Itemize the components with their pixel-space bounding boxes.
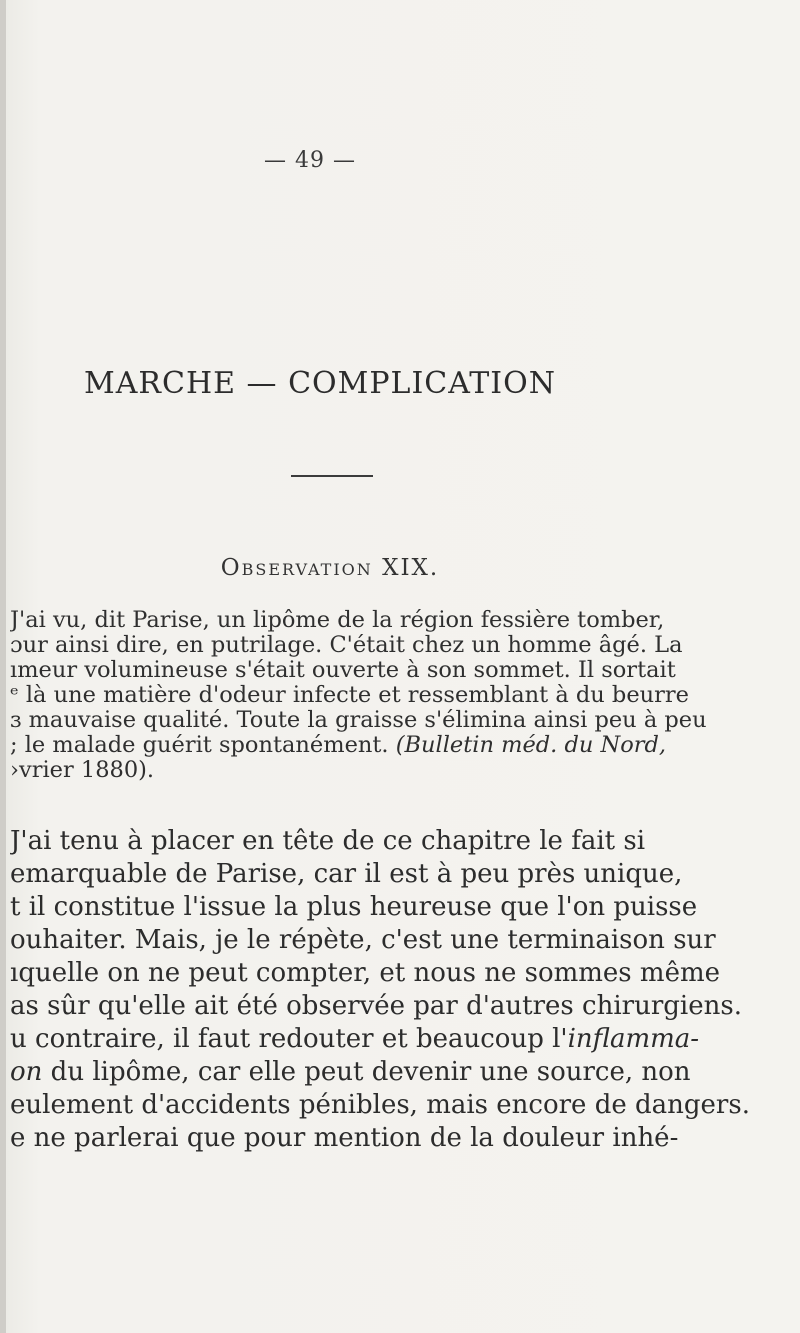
text-line-with-emphasis xyxy=(10,1056,800,1089)
observation-paragraph xyxy=(10,608,800,783)
citation: (Bulletin méd. du Nord, xyxy=(395,733,667,758)
text-line: emarquable de Parise, car il est à peu près unique, xyxy=(10,859,683,889)
text-line-with-emphasis xyxy=(10,1023,800,1056)
text-line: ıquelle on ne peut compter, et nous ne sommes même xyxy=(10,958,720,988)
text-line: as sûr qu'elle ait été observée par d'autres chirurgiens. xyxy=(10,991,742,1021)
text-line: ɔur ainsi dire, en putrilage. C'était chez un homme âgé. La xyxy=(10,633,683,658)
text-line: J'ai vu, dit Parise, un lipôme de la région fessière tomber, xyxy=(10,608,665,633)
text-fragment: du lipôme, car elle peut devenir une source, non xyxy=(42,1057,691,1087)
text-line: J'ai tenu à placer en tête de ce chapitre le fait si xyxy=(10,826,646,856)
text-line: ımeur volumineuse s'était ouverte à son sommet. Il sortait xyxy=(10,658,676,683)
observation-heading: Observation XIX. xyxy=(220,555,440,581)
emphasis: inflamma- xyxy=(567,1024,700,1054)
text-line: eulement d'accidents pénibles, mais encore de dangers. xyxy=(10,1090,750,1120)
text-line: ouhaiter. Mais, je le répète, c'est une terminaison sur xyxy=(10,925,716,955)
commentary-paragraph xyxy=(10,825,800,1155)
text-line: ɜ mauvaise qualité. Toute la graisse s'élimina ainsi peu à peu xyxy=(10,708,707,733)
text-line: e ne parlerai que pour mention de la douleur inhé- xyxy=(10,1123,679,1153)
page-number: — 49 — xyxy=(264,148,356,173)
emphasis: on xyxy=(10,1057,43,1087)
text-line-with-citation xyxy=(10,733,800,758)
page-left-edge xyxy=(0,0,6,1333)
text-fragment: ; le malade guérit spontanément. xyxy=(10,733,389,758)
text-line: ᵉ là une matière d'odeur infecte et ressemblant à du beurre xyxy=(10,683,689,708)
text-line: ›vrier 1880). xyxy=(10,758,155,783)
text-line: t il constitue l'issue la plus heureuse que l'on puisse xyxy=(10,892,698,922)
running-title: MARCHE — COMPLICATION xyxy=(84,366,556,401)
text-fragment: u contraire, il faut redouter et beaucoup l' xyxy=(10,1024,568,1054)
title-divider-rule xyxy=(291,475,373,477)
